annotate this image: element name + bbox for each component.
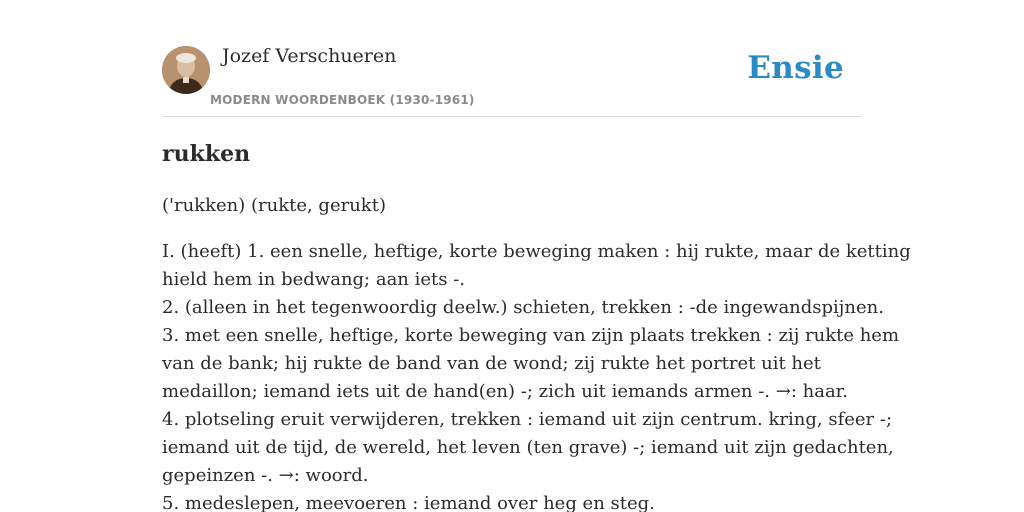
definition-line: medaillon; iemand iets uit de hand(en) -; zich uit iemands armen -. →: haar.: [162, 381, 849, 402]
pronunciation-forms: ('rukken) (rukte, gerukt): [162, 195, 386, 216]
entry-content: [162, 138, 911, 512]
definition-line: hield hem in bedwang; aan iets -.: [162, 269, 466, 290]
definition-text: [162, 238, 911, 512]
definition-line: 5. medeslepen, meevoeren : iemand over heg en steg.: [162, 493, 655, 512]
author-avatar[interactable]: [162, 46, 210, 94]
definition-line: I. (heeft) 1. een snelle, heftige, korte beweging maken : hij rukte, maar de ketting: [162, 241, 911, 262]
definition-line: 3. met een snelle, heftige, korte beweging van zijn plaats trekken : zij rukte hem: [162, 325, 900, 346]
page-header: [162, 0, 862, 117]
headword-title: rukken: [162, 141, 251, 167]
site-logo[interactable]: Ensie: [747, 50, 844, 86]
author-name[interactable]: Jozef Verschueren: [222, 45, 397, 67]
source-dictionary[interactable]: MODERN WOORDENBOEK (1930-1961): [210, 93, 475, 107]
definition-line: van de bank; hij rukte de band van de wond; zij rukte het portret uit het: [162, 353, 821, 374]
definition-line: 2. (alleen in het tegenwoordig deelw.) schieten, trekken : -de ingewandspijnen.: [162, 297, 884, 318]
definition-line: gepeinzen -. →: woord.: [162, 465, 369, 486]
author-portrait-icon: [162, 46, 210, 94]
definition-line: iemand uit de tijd, de wereld, het leven (ten grave) -; iemand uit zijn gedachten,: [162, 437, 894, 458]
definition-line: 4. plotseling eruit verwijderen, trekken : iemand uit zijn centrum. kring, sfeer -;: [162, 409, 893, 430]
